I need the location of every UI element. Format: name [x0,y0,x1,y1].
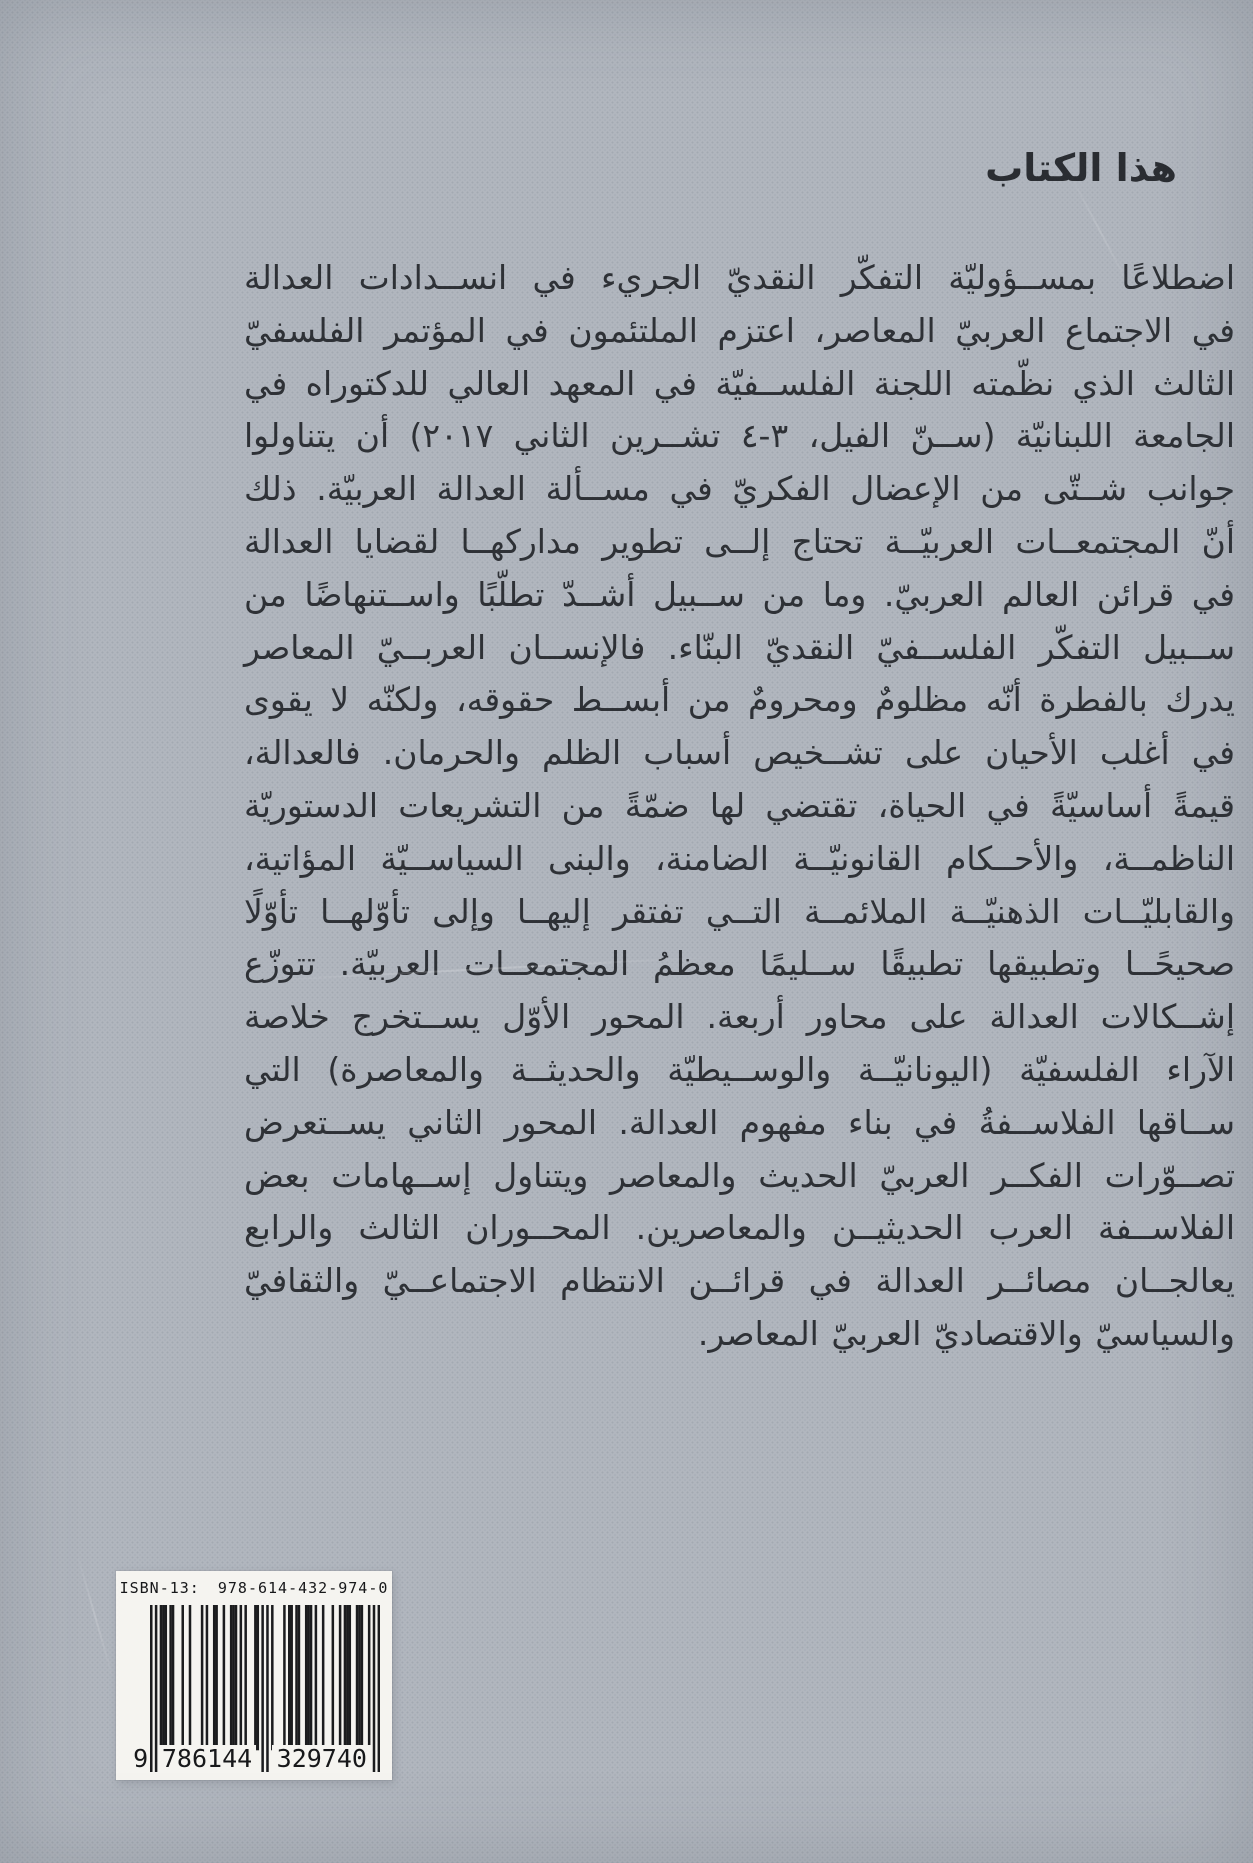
crease-mark [76,1553,114,1679]
blurb-line: تصــوّرات الفكــر العربيّ الحديث والمعاصر ويتناول إســهامات بعض [244,1155,1235,1195]
blurb-line: قيمةً أساسيّةً في الحياة، تقتضي لها ضمّةً من التشريعات الدستوريّة [244,785,1235,825]
blurb-line: ســاقها الفلاســفةُ في بناء مفهوم العدالة. المحور الثاني يســتعرض [244,1102,1235,1142]
blurb-line: يعالجــان مصائــر العدالة في قرائــن الانتظام الاجتماعــيّ والثقافيّ [244,1261,1235,1301]
barcode-right-digits: 329740 [272,1745,372,1772]
blurb-line: الناظمــة، والأحــكام القانونيّــة الضامنة، والبنى السياســيّة المؤاتية، [244,838,1235,878]
blurb-line: الجامعة اللبنانيّة (ســنّ الفيل، ٣-٤ تشــرين الثاني ٢٠١٧) أن يتناولوا [244,416,1236,456]
isbn-value: 978-614-432-974-0 [217,1579,389,1597]
blurb-line: ســبيل التفكّر الفلســفيّ النقديّ البنّاء. فالإنســان العربــيّ المعاصر [244,627,1235,667]
blurb-line: الآراء الفلسفيّة (اليونانيّــة والوســيطيّة والحديثــة والمعاصرة) التي [244,1049,1235,1089]
page-title: هذا الكتاب [985,146,1177,190]
blurb-line: في أغلب الأحيان على تشــخيص أسباب الظلم والحرمان. فالعدالة، [244,733,1235,773]
blurb-line: أنّ المجتمعــات العربيّــة تحتاج إلــى تطوير مداركهــا لقضايا العدالة [244,521,1235,561]
blurb-line: إشــكالات العدالة على محاور أربعة. المحور الأوّل يســتخرج خلاصة [244,997,1235,1037]
blurb-line: جوانب شــتّى من الإعضال الفكريّ في مســألة العدالة العربيّة. ذلك [244,469,1235,509]
barcode-digits [133,1744,380,1773]
isbn-text [116,1579,392,1597]
blurb-line: الثالث الذي نظّمته اللجنة الفلســفيّة في المعهد العالي للدكتوراه في [244,363,1235,403]
ean13-barcode [133,1605,380,1773]
isbn-prefix: ISBN-13: [119,1579,200,1597]
barcode-system-digit: 9 [133,1744,149,1773]
blurb-line: والقابليّــات الذهنيّــة الملائمــة التــي تفتقر إليهــا وإلى تأوّلهــا تأوّلًا [244,891,1235,931]
blurb-line: والسياسيّ والاقتصاديّ العربيّ المعاصر. [697,1313,1235,1353]
barcode-left-digits: 786144 [158,1745,256,1772]
blurb-line: اضطلاعًا بمســؤوليّة التفكّر النقديّ الجريء في انســدادات العدالة [244,258,1235,297]
blurb-line: في قرائن العالم العربيّ. وما من ســبيل أشــدّ تطلّبًا واســتنهاضًا من [244,574,1235,614]
blurb-line: في الاجتماع العربيّ المعاصر، اعتزم الملتئمون في المؤتمر الفلسفيّ [244,310,1235,350]
blurb-line: يدرك بالفطرة أنّه مظلومٌ ومحرومٌ من أبســط حقوقه، ولكنّه لا يقوى [244,680,1235,720]
isbn-barcode-label [116,1571,392,1780]
blurb-paragraph [244,252,1235,1361]
blurb-line: صحيحًــا وتطبيقها تطبيقًا ســليمًا معظمُ المجتمعــات العربيّة. تتوزّع [244,944,1235,984]
blurb-line: الفلاســفة العرب الحديثيــن والمعاصرين. المحــوران الثالث والرابع [244,1208,1235,1248]
